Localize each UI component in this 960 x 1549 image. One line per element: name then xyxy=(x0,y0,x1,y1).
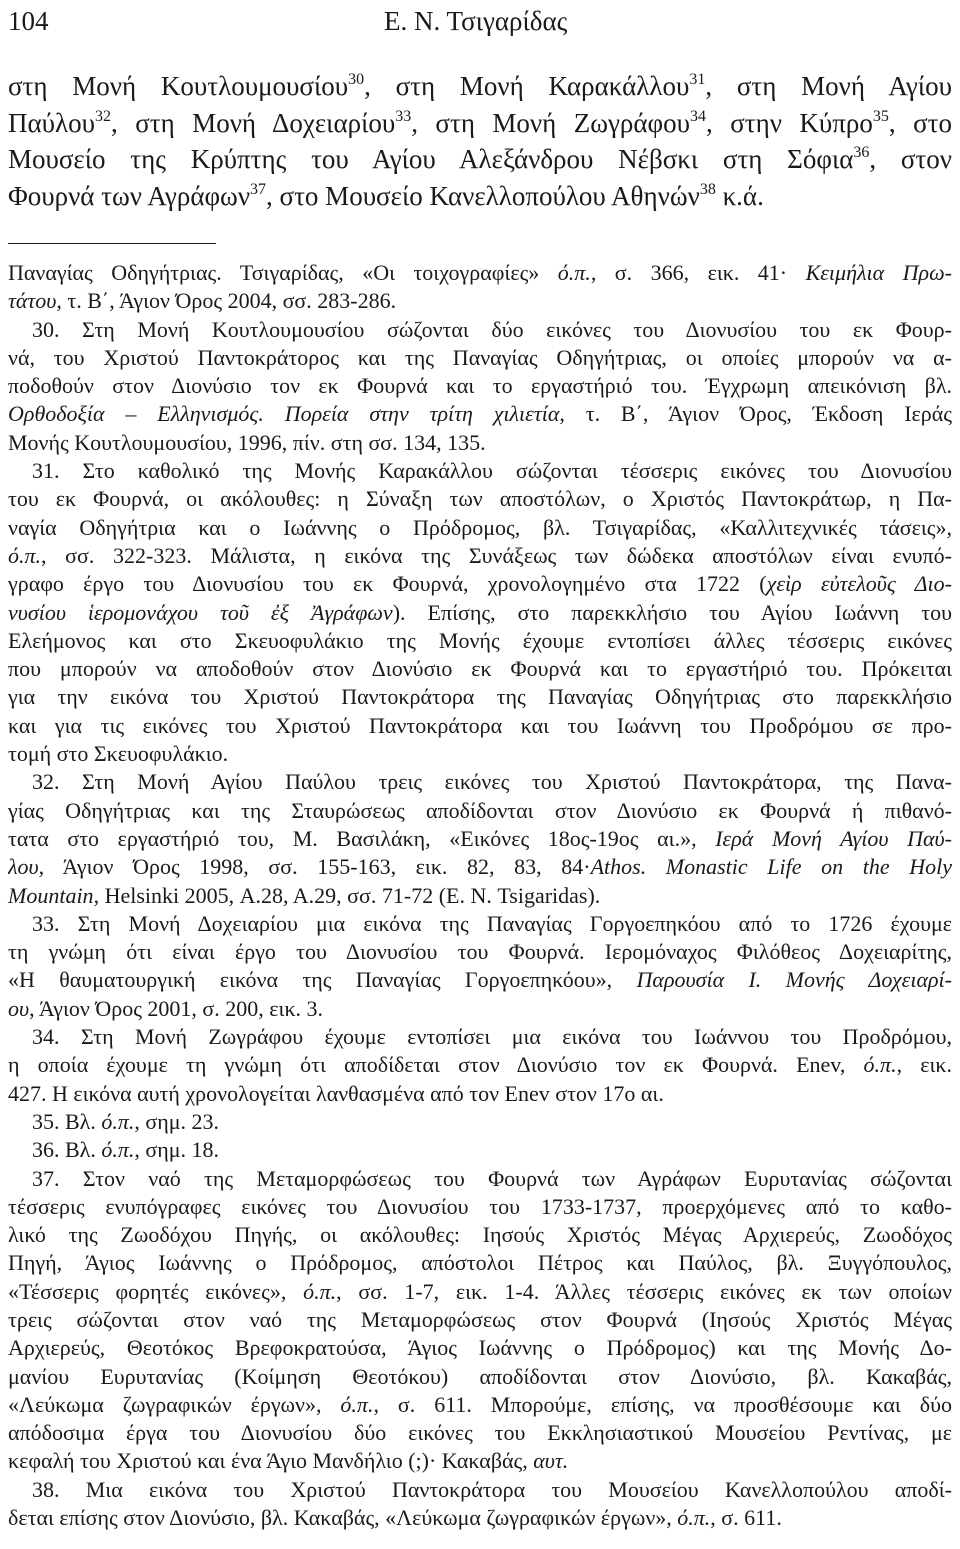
main-text-continuation xyxy=(8,68,952,214)
footnote-line: τρεις σώζονται στον ναό της Μεταμορφώσεως στον Φουρνά (Ιησούς Χριστός Μέγας xyxy=(8,1306,952,1332)
footnote-line: 32. Στη Μονή Αγίου Παύλου τρεις εικόνες του Χριστού Παντοκράτορα, της Πανα- xyxy=(32,769,952,795)
footnote-ref: 30 xyxy=(348,71,365,88)
footnote-ref: 32 xyxy=(94,107,111,125)
footnote-line: γραφο έργο του Διονυσίου του εκ Φουρνά, χρονολογημένο στα 1722 (χεὶρ εὐτελοῦς Διο- xyxy=(8,571,952,597)
text-run: Μουσείο της Κρύπτης του Αγίου Αλεξάνδρου Νέβσκι στη Σόφια xyxy=(8,144,854,174)
footnote-line: Ελεήμονος και στο Σκευοφυλάκιο της Μονής έχουμε εντοπίσει άλλες τέσσερις εικόνες xyxy=(8,627,952,653)
footnote-line: ποδοθούν στον Διονύσιο τον εκ Φουρνά και το εργαστήριό του. Έγχρωμη απεικόνιση βλ. xyxy=(8,373,952,399)
main-text-line xyxy=(8,68,952,105)
footnote-line: «Τέσσερις φορητές εικόνες», ό.π., σσ. 1-7, εικ. 1-4. Άλλες τέσσερις εικόνες εκ των οποίων xyxy=(8,1278,952,1304)
text-run: , στη Μονή Ζωγράφου xyxy=(411,107,690,138)
footnote-line: «Η θαυματουργική εικόνα της Παναγίας Γοργοεπηκόου», Παρουσία Ι. Μονής Δοχειαρί- xyxy=(8,967,952,993)
footnote-line: του εκ Φουρνά, οι ακόλουθες: η Σύναξη των αποστόλων, ο Χριστός Παντοκράτωρ, η Πα- xyxy=(8,486,952,512)
footnote-line: τέσσερις ενυπόγραφες εικόνες του Διονυσίου του 1733-1737, προερχόμενες από το καθο- xyxy=(8,1193,952,1219)
footnote-line: 427. Η εικόνα αυτή χρονολογείται λανθασμένα από τον Enev στον 17ο αι. xyxy=(8,1080,664,1106)
footnote-line: 36. Βλ. ό.π., σημ. 18. xyxy=(32,1137,220,1163)
page-header xyxy=(8,4,952,38)
footnote-line: η οποία έχουμε τη γνώμη ότι αποδίδεται στον Διονύσιο τον εκ Φουρνά. Enev, ό.π., εικ. xyxy=(8,1052,952,1078)
footnote-line: 35. Βλ. ό.π., σημ. 23. xyxy=(32,1108,220,1134)
running-head-author: Ε. Ν. Τσιγαρίδας xyxy=(384,6,568,36)
footnote-separator-rule xyxy=(8,243,216,244)
footnote-line: 37. Στον ναό της Μεταμορφώσεως του Φουρνά των Αγράφων Ευρυτανίας σώζονται xyxy=(32,1165,952,1191)
footnote-line: και για τις εικόνες του Χριστού Παντοκράτορα και του Ιωάννη του Προδρόμου σε προ- xyxy=(8,712,952,738)
page-number: 104 xyxy=(8,6,49,36)
footnote-line: τομή στο Σκευοφυλάκιο. xyxy=(8,741,229,767)
text-run: , στο xyxy=(888,107,952,138)
footnote-line: λικό της Ζωοδόχου Πηγής, οι ακόλουθες: Ιησούς Χριστός Μέγας Αρχιερεύς, Ζωοδόχος xyxy=(8,1222,952,1248)
footnote-line: ου, Άγιον Όρος 2001, σ. 200, εικ. 3. xyxy=(8,995,324,1021)
footnote-line: για την εικόνα του Χριστού Παντοκράτορα της Παναγίας Οδηγήτριας στο παρεκκλήσιο xyxy=(8,684,952,710)
footnote-ref: 37 xyxy=(250,180,267,198)
main-text-line xyxy=(8,105,952,142)
footnote-line: «Λεύκωμα ζωγραφικών έργων», ό.π., σ. 611. Μπορούμε, επίσης, να προσθέσουμε και δύο xyxy=(8,1391,952,1417)
footnote-line: τατα στο εργαστήριό του, Μ. Βασιλάκη, «Εικόνες 18ος-19ος αι.», Ιερά Μονή Αγίου Παύ- xyxy=(8,825,952,851)
footnote-ref: 34 xyxy=(689,107,706,125)
text-run: , στη Μονή Καρακάλλου xyxy=(364,71,690,101)
footnote-line: μανίου Ευρυτανίας (Κοίμηση Θεοτόκου) αποδίδονται στον Διονύσιο, βλ. Κακαβάς, xyxy=(8,1363,952,1389)
text-run: Φουρνά των Αγράφων xyxy=(8,180,251,211)
main-text-line xyxy=(8,178,952,215)
footnote-line: Ορθοδοξία – Ελληνισμός. Πορεία στην τρίτη χιλιετία, τ. Β΄, Άγιον Όρος, Έκδοση Ιεράς xyxy=(8,401,952,427)
text-run: κ.ά. xyxy=(715,180,764,211)
footnote-line: Παναγίας Οδηγήτριας. Τσιγαρίδας, «Οι τοιχογραφίες» ό.π., σ. 366, εικ. 41· Κειμήλια Πρω- xyxy=(8,260,952,285)
text-run: Παύλου xyxy=(8,107,95,138)
footnote-line: 30. Στη Μονή Κουτλουμουσίου σώζονται δύο εικόνες του Διονυσίου του εκ Φουρ- xyxy=(32,316,952,342)
footnote-line: 34. Στη Μονή Ζωγράφου έχουμε εντοπίσει μια εικόνα του Ιωάννου του Προδρόμου, xyxy=(32,1024,952,1050)
footnote-line: απόδοσιμα έργα του Διονυσίου δύο εικόνες του Εκκλησιαστικού Μουσείου Ρεντίνας, με xyxy=(8,1420,952,1446)
text-run: , στην Κύπρο xyxy=(705,107,873,138)
footnote-line: 31. Στο καθολικό της Μονής Καρακάλλου σώζονται τέσσερις εικόνες του Διονυσίου xyxy=(32,458,952,484)
text-run: στη Μονή Κουτλουμουσίου xyxy=(8,71,349,101)
text-run: , στη Μονή Αγίου xyxy=(705,71,952,101)
footnote-line: κεφαλή του Χριστού και ένα Άγιο Μανδήλιο (;)· Κακαβάς, αυτ. xyxy=(8,1448,569,1474)
footnote-ref: 38 xyxy=(699,180,716,198)
footnote-line: 33. Στη Μονή Δοχειαρίου μια εικόνα της Παναγίας Γοργοεπηκόου από το 1726 έχουμε xyxy=(32,910,952,936)
footnote-line: που μπορούν να αποδοθούν στον Διονύσιο εκ Φουρνά και το εργαστήριό του. Πρόκειται xyxy=(8,656,952,682)
text-run: , στη Μονή Δοχειαρίου xyxy=(110,107,396,138)
footnote-line: Μονής Κουτλουμουσίου, 1996, πίν. στη σσ. 134, 135. xyxy=(8,429,486,455)
footnote-line: ό.π., σσ. 322-323. Μάλιστα, η εικόνα της Συνάξεως των δώδεκα αποστόλων είναι ενυπό- xyxy=(8,542,952,568)
text-run: , στον xyxy=(869,144,952,174)
text-run: , στο Μουσείο Κανελλοπούλου Αθηνών xyxy=(266,180,700,211)
footnote-line: τη γνώμη ότι είναι έργο του Διονυσίου του Φουρνά. Ιερομόναχος Φιλόθεος Δοχειαρίτης, xyxy=(8,939,952,965)
footnote-line: δεται επίσης στον Διονύσιο, βλ. Κακαβάς, «Λεύκωμα ζωγραφικών έργων», ό.π., σ. 611. xyxy=(8,1505,782,1531)
footnote-ref: 35 xyxy=(872,107,889,125)
footnote-ref: 36 xyxy=(853,144,870,161)
footnote-line: λου, Άγιον Όρος 1998, σσ. 155-163, εικ. 82, 83, 84·Athos. Monastic Life on the Holy xyxy=(8,854,952,880)
footnote-line: Πηγή, Άγιος Ιωάννης ο Πρόδρομος, απόστολοι Πέτρος και Παύλος, βλ. Ξυγγόπουλος, xyxy=(8,1250,952,1276)
footnote-line: γίας Οδηγήτριας και της Σταυρώσεως αποδίδονται στον Διονύσιο εκ Φουρνά ή πιθανό- xyxy=(8,797,952,823)
footnote-line: Αρχιερεύς, Θεοτόκος Βρεφοκρατούσα, Άγιος Ιωάννης ο Πρόδρομος) και της Μονής Δο- xyxy=(8,1335,952,1361)
footnote-line: ναγία Οδηγήτρια και ο Ιωάννης ο Πρόδρομος, βλ. Τσιγαρίδας, «Καλλιτεχνικές τάσεις», xyxy=(8,514,952,540)
footnote-line: 38. Μια εικόνα του Χριστού Παντοκράτορα του Μουσείου Κανελλοπούλου αποδί- xyxy=(32,1476,952,1502)
footnote-ref: 33 xyxy=(395,107,412,125)
footnotes-block xyxy=(8,259,952,1532)
footnote-line: νυσίου ἱερομονάχου τοῦ ἐξ Ἀγράφων). Επίσης, στο παρεκκλήσιο του Αγίου Ιωάννη του xyxy=(8,599,952,625)
footnote-ref: 31 xyxy=(689,71,706,88)
footnote-line: τάτου, τ. Β΄, Άγιον Όρος 2004, σσ. 283-286. xyxy=(8,288,397,314)
main-text-line xyxy=(8,141,952,178)
footnote-line: Mountain, Helsinki 2005, Α.28, Α.29, σσ. 71-72 (Ε. Ν. Tsigaridas). xyxy=(8,882,601,908)
footnote-line: νά, του Χριστού Παντοκράτορος και της Παναγίας Οδηγήτριας, οι οποίες μπορούν να α- xyxy=(8,344,952,370)
